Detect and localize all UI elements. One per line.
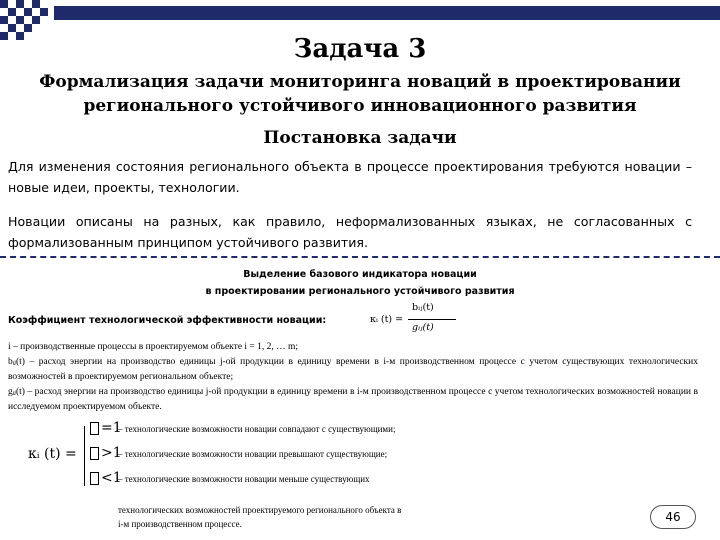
subtitle-line-2: регионального устойчивого инновационного развития (83, 96, 637, 116)
problem-paragraph-2: Новации описаны на разных, как правило, неформализованных языках, не согласованных с формализованным принципом устойчивого развития. (8, 214, 692, 250)
case-note-greater: – технологические возможности новации превышают существующие; (118, 449, 388, 459)
case-note-less: – технологические возможности новации меньше существующих (118, 474, 370, 484)
definition-item: bᵢⱼ(t) – расход энергии на производство единицы j-ой продукции в единицу времени в i-м производственном процессе с учетом существующих технологических возможностей в проектируемом региональном объекте; (8, 357, 698, 382)
subtitle-line-1: Формализация задачи мониторинга новаций в проектировании (39, 72, 681, 92)
slide-subtitle (20, 70, 700, 118)
case-row-less: <1 (90, 470, 122, 486)
problem-paragraph-1: Для изменения состояния регионального объекта в процессе проектирования требуются новации – новые идеи, проекты, технологии. (8, 159, 692, 195)
efficiency-formula (370, 302, 470, 338)
case-row-greater: >1 (90, 445, 122, 461)
coefficient-label: Коэффициент технологической эффективности новации: (8, 315, 327, 326)
page-number: 46 (650, 505, 696, 529)
indicator-heading-line-2: в проектировании регионального устойчивого развития (205, 286, 515, 297)
definition-item: i – производственные процессы в проектируемом объекте i = 1, 2, … m; (8, 342, 299, 352)
case-note-line: i-м производственном процессе. (118, 519, 242, 529)
formula-lhs: κᵢ (t) = (370, 314, 404, 325)
case-row-equal: =1 (90, 420, 122, 436)
top-accent-bar (54, 6, 720, 20)
case-note-equal: – технологические возможности новации совпадают с существующими; (118, 424, 396, 434)
formula-numerator: bᵢⱼ(t) (412, 302, 434, 313)
case-note-line: технологических возможностей проектируемого регионального объекта в (118, 505, 402, 515)
cases-formula (18, 420, 128, 495)
case-note-continuation (118, 503, 401, 531)
fraction-bar (408, 319, 456, 320)
section-title: Постановка задачи (263, 128, 457, 148)
formula-denominator: gᵢⱼ(t) (412, 322, 434, 333)
dashed-divider (0, 256, 720, 258)
definition-item: gᵢⱼ(t) – расход энергии на производство единицы j-ой продукции в единицу времени в i-м производственном процессе с учетом технологических возможностей новации в исследуемом проектируемом объекте. (8, 387, 698, 412)
indicator-heading (0, 266, 720, 300)
indicator-heading-line-1: Выделение базового индикатора новации (243, 269, 477, 280)
variable-definitions (8, 340, 698, 415)
slide-title: Задача 3 (293, 34, 427, 64)
cases-lhs: κᵢ (t) = (28, 446, 77, 462)
